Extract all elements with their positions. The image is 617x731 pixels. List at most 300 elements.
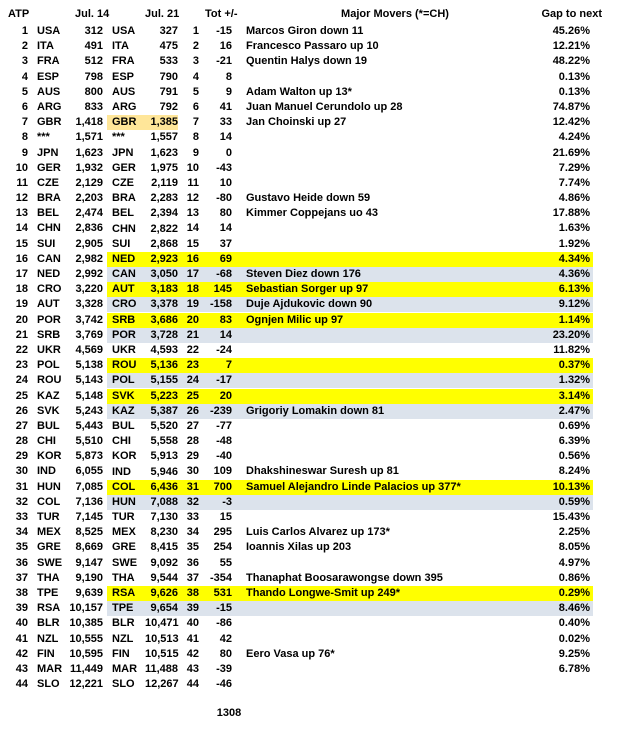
highlight-zone: [107, 389, 593, 404]
major-mover-cell: Ioannis Xilas up 203: [246, 541, 352, 554]
gap-to-next-cell: 10.13%: [552, 480, 590, 493]
tot-rank-cell: 19: [186, 298, 199, 311]
country-jul14-cell: GBR: [37, 116, 62, 129]
points-jul14-cell: 512: [84, 55, 103, 68]
country-jul21-cell: CAN: [112, 268, 136, 281]
rank-cell: 19: [15, 298, 28, 311]
highlight-zone: [107, 525, 593, 540]
rank-cell: 29: [15, 450, 28, 463]
tot-rank-cell: 32: [186, 495, 199, 508]
country-jul14-cell: SRB: [37, 328, 61, 341]
points-jul21-cell: 2,394: [150, 207, 178, 220]
country-jul14-cell: USA: [37, 25, 61, 37]
plus-minus-cell: 69: [219, 252, 232, 265]
country-jul21-cell: GRE: [112, 541, 136, 554]
rank-cell: 42: [15, 647, 28, 660]
points-jul21-cell: 9,544: [150, 571, 178, 584]
country-jul14-cell: TUR: [37, 511, 60, 523]
points-jul21-cell: 3,686: [150, 313, 178, 326]
highlight-zone: [107, 176, 593, 191]
major-mover-cell: Thanaphat Boosarawongse down 395: [246, 571, 443, 584]
gap-to-next-cell: 12.21%: [552, 40, 590, 53]
country-jul21-cell: NZL: [112, 632, 134, 645]
points-jul14-cell: 2,474: [75, 207, 103, 220]
rank-cell: 41: [15, 632, 28, 645]
highlight-zone: [107, 237, 593, 252]
highlight-zone: [107, 206, 593, 221]
plus-minus-cell: 14: [219, 131, 232, 144]
table-header-row: [0, 8, 617, 24]
table-row: [0, 206, 617, 221]
points-jul14-cell: 8,525: [75, 526, 103, 539]
table-row: [0, 115, 617, 130]
table-row: [0, 130, 617, 145]
highlight-zone: [107, 556, 593, 571]
country-jul21-cell: ITA: [112, 40, 129, 53]
points-jul21-cell: 2,119: [151, 176, 178, 189]
major-mover-cell: Adam Walton up 13*: [246, 85, 352, 98]
plus-minus-cell: -15: [216, 25, 232, 37]
table-row: [0, 161, 617, 176]
plus-minus-cell: -86: [216, 617, 232, 630]
rank-cell: 1: [21, 25, 28, 37]
table-row: [0, 328, 617, 343]
table-row: [0, 495, 617, 510]
highlight-zone: [107, 404, 593, 419]
country-jul14-cell: FIN: [37, 647, 55, 660]
highlight-zone: [107, 54, 593, 69]
points-jul21-cell: 1,975: [150, 161, 178, 174]
table-row: [0, 540, 617, 555]
points-jul21-cell: 5,155: [150, 374, 178, 387]
country-jul14-cell: AUS: [37, 85, 61, 98]
highlight-zone: [107, 662, 593, 677]
points-jul14-cell: 3,742: [75, 313, 103, 326]
tot-rank-cell: 4: [192, 70, 199, 83]
table-row: [0, 297, 617, 312]
country-jul21-cell: AUS: [112, 85, 136, 98]
rank-cell: 44: [15, 678, 28, 691]
gap-to-next-cell: 0.29%: [558, 586, 590, 599]
gap-to-next-cell: 6.78%: [558, 662, 590, 675]
points-jul21-cell: 10,513: [145, 632, 179, 645]
plus-minus-cell: 80: [219, 647, 232, 660]
rank-cell: 11: [16, 176, 28, 189]
tot-rank-cell: 33: [186, 511, 199, 523]
country-jul14-cell: GRE: [37, 541, 61, 554]
table-row: [0, 616, 617, 631]
country-jul21-cell: BUL: [112, 419, 135, 432]
highlight-zone: [107, 616, 593, 631]
plus-minus-cell: -40: [216, 450, 232, 463]
rank-cell: 10: [15, 161, 28, 174]
country-jul21-cell: KAZ: [112, 404, 135, 417]
gap-to-next-cell: 0.86%: [558, 571, 590, 584]
rank-cell: 24: [15, 374, 28, 387]
highlight-zone: [107, 358, 593, 373]
header-gap-to-next: Gap to next: [541, 8, 602, 20]
highlight-zone: [107, 632, 593, 647]
table-row: [0, 176, 617, 191]
header-jul-21: Jul. 21: [145, 8, 180, 20]
table-row: [0, 464, 617, 479]
points-jul21-cell: 5,558: [150, 435, 178, 448]
header-jul-14: Jul. 14: [75, 8, 110, 20]
points-jul14-cell: 5,143: [75, 374, 103, 387]
points-jul21-cell: 2,868: [150, 237, 178, 250]
highlight-zone: [107, 70, 593, 85]
country-jul14-cell: MEX: [37, 526, 61, 539]
table-row: [0, 434, 617, 449]
points-jul21-cell: 10,471: [145, 617, 179, 630]
gap-to-next-cell: 3.14%: [558, 389, 590, 402]
gap-to-next-cell: 11.82%: [553, 343, 590, 356]
tot-rank-cell: 13: [186, 207, 199, 220]
country-jul14-cell: ROU: [37, 374, 62, 387]
points-jul14-cell: 9,639: [75, 586, 103, 599]
country-jul14-cell: CRO: [37, 283, 62, 296]
tot-rank-cell: 36: [186, 556, 199, 569]
rank-cell: 26: [15, 404, 28, 417]
points-jul21-cell: 3,728: [150, 328, 178, 341]
plus-minus-cell: 9: [225, 85, 232, 98]
tot-rank-cell: 2: [192, 40, 199, 53]
country-jul14-cell: GER: [37, 161, 61, 174]
country-jul14-cell: TPE: [37, 586, 59, 599]
country-jul14-cell: BEL: [37, 207, 59, 220]
points-jul21-cell: 9,092: [150, 556, 178, 569]
table-row: [0, 571, 617, 586]
tot-rank-cell: 26: [186, 404, 199, 417]
points-jul14-cell: 7,145: [75, 511, 103, 523]
plus-minus-cell: 109: [213, 465, 232, 478]
tot-rank-cell: 24: [186, 374, 199, 387]
plus-minus-cell: -39: [216, 662, 232, 675]
major-mover-cell: Duje Ajdukovic down 90: [246, 298, 373, 311]
gap-to-next-cell: 6.39%: [558, 435, 590, 448]
tot-rank-cell: 20: [186, 313, 199, 326]
rank-cell: 43: [15, 662, 28, 675]
gap-to-next-cell: 48.22%: [552, 55, 590, 68]
table-row: [0, 343, 617, 358]
gap-to-next-cell: 2.25%: [558, 526, 590, 539]
highlight-zone: [107, 495, 593, 510]
country-jul21-cell: AUT: [112, 283, 135, 296]
points-jul14-cell: 4,569: [75, 343, 103, 356]
gap-to-next-cell: 45.26%: [552, 25, 590, 37]
tot-rank-cell: 37: [186, 571, 199, 584]
points-jul14-cell: 800: [84, 85, 103, 98]
rank-cell: 23: [15, 359, 28, 372]
gap-to-next-cell: 0.56%: [558, 450, 590, 463]
points-jul14-cell: 7,085: [75, 480, 103, 493]
country-jul21-cell: CHN: [112, 222, 136, 235]
plus-minus-cell: -77: [216, 419, 232, 432]
country-jul21-cell: COL: [112, 480, 136, 493]
country-jul21-cell: BRA: [112, 192, 136, 205]
major-mover-cell: Gustavo Heide down 59: [246, 192, 371, 205]
highlight-zone: [107, 297, 593, 312]
table-row: [0, 24, 617, 39]
gap-to-next-cell: 0.02%: [558, 632, 590, 645]
highlight-zone: [107, 480, 593, 495]
tot-rank-cell: 7: [192, 116, 199, 129]
table-row: [0, 510, 617, 525]
table-row: [0, 39, 617, 54]
highlight-zone: [107, 449, 593, 464]
country-jul21-cell: IND: [112, 465, 131, 478]
rank-cell: 39: [15, 602, 28, 615]
table-row: [0, 662, 617, 677]
country-jul14-cell: BLR: [37, 617, 60, 630]
points-jul21-cell: 5,136: [150, 359, 178, 372]
highlight-zone: [107, 161, 593, 176]
table-row: [0, 313, 617, 328]
table-row: [0, 358, 617, 373]
country-jul21-cell: HUN: [112, 495, 136, 508]
tot-rank-cell: 6: [192, 100, 199, 113]
points-jul21-cell: 3,183: [150, 283, 178, 296]
country-jul14-cell: ARG: [37, 100, 62, 113]
highlight-zone: [107, 434, 593, 449]
country-jul21-cell: CZE: [112, 176, 134, 189]
country-jul14-cell: KAZ: [37, 389, 60, 402]
table-row: [0, 282, 617, 297]
highlight-zone: [107, 222, 593, 237]
points-jul21-cell: 533: [159, 55, 178, 68]
country-jul21-cell: NED: [112, 252, 136, 265]
plus-minus-cell: 41: [219, 100, 232, 113]
tot-rank-cell: 29: [186, 450, 199, 463]
table-row: [0, 449, 617, 464]
points-jul14-cell: 312: [84, 25, 103, 37]
country-jul14-cell: COL: [37, 495, 61, 508]
points-jul14-cell: 6,055: [75, 465, 103, 478]
country-jul21-cell: GBR: [107, 115, 145, 130]
table-row: [0, 480, 617, 495]
rank-cell: 7: [21, 116, 28, 129]
rank-cell: 27: [15, 419, 28, 432]
highlight-zone: [107, 677, 593, 692]
country-jul14-cell: BUL: [37, 419, 60, 432]
rank-cell: 16: [15, 252, 28, 265]
highlight-zone: [107, 601, 593, 616]
rank-cell: 8: [21, 131, 28, 144]
points-jul21-cell: 327: [159, 25, 178, 38]
table-row: [0, 85, 617, 100]
highlight-zone: [107, 100, 593, 115]
country-jul21-cell: SVK: [112, 389, 135, 402]
points-jul21-cell: 12,267: [145, 678, 179, 691]
rank-cell: 30: [15, 465, 28, 478]
gap-to-next-cell: 9.12%: [558, 298, 590, 311]
points-jul21-cell: 9,626: [150, 587, 178, 600]
points-jul14-cell: 10,385: [69, 617, 103, 630]
tot-rank-cell: 27: [186, 419, 199, 432]
gap-to-next-cell: 2.47%: [558, 404, 590, 417]
points-jul14-cell: 2,836: [75, 222, 103, 235]
highlight-zone: [107, 419, 593, 434]
header-tot-plus-minus: Tot +/-: [205, 8, 238, 20]
table-row: [0, 586, 617, 601]
points-jul14-cell: 3,220: [75, 283, 103, 296]
tot-rank-cell: 15: [186, 237, 199, 250]
highlight-zone: [107, 510, 593, 525]
gap-to-next-cell: 4.36%: [558, 268, 590, 280]
table-row: [0, 404, 617, 419]
rank-cell: 25: [15, 389, 28, 402]
major-mover-cell: Ognjen Milic up 97: [246, 313, 344, 326]
country-jul14-cell: NZL: [37, 632, 59, 645]
country-jul21-cell: USA: [112, 25, 136, 38]
gap-to-next-cell: 17.88%: [552, 207, 590, 220]
plus-minus-cell: 83: [219, 313, 232, 326]
points-jul14-cell: 2,992: [75, 268, 103, 280]
header-atp: ATP: [8, 8, 30, 20]
gap-to-next-cell: 7.74%: [558, 176, 590, 189]
rank-cell: 2: [21, 40, 28, 53]
rank-cell: 28: [15, 435, 28, 448]
plus-minus-cell: 14: [219, 328, 232, 341]
country-jul14-cell: CZE: [37, 176, 59, 189]
highlight-zone: [107, 586, 593, 601]
plus-minus-cell: 145: [213, 283, 232, 296]
country-jul14-cell: MAR: [37, 662, 63, 675]
tot-rank-cell: 14: [186, 222, 199, 235]
major-mover-cell: Sebastian Sorger up 97: [246, 283, 369, 296]
gap-to-next-cell: 15.43%: [552, 511, 590, 523]
country-jul21-cell: FIN: [112, 647, 130, 660]
points-jul14-cell: 1,571: [75, 131, 103, 144]
rank-cell: 15: [15, 237, 28, 250]
tot-rank-cell: 1: [192, 25, 199, 37]
table-row: [0, 221, 617, 236]
country-jul14-cell: FRA: [37, 55, 60, 68]
country-jul14-cell: IND: [37, 465, 56, 478]
highlight-zone: [107, 343, 593, 358]
gap-to-next-cell: 4.86%: [558, 192, 590, 205]
rank-cell: 5: [21, 85, 28, 98]
tot-rank-cell: 30: [186, 465, 199, 478]
country-jul14-cell: JPN: [37, 146, 59, 159]
major-mover-cell: Kimmer Coppejans uo 43: [246, 207, 379, 220]
tot-rank-cell: 16: [186, 252, 199, 265]
gap-to-next-cell: 0.40%: [558, 617, 590, 630]
country-jul21-cell: BLR: [112, 617, 135, 630]
major-mover-cell: Quentin Halys down 19: [246, 55, 368, 68]
country-jul21-cell: KOR: [112, 450, 137, 463]
plus-minus-cell: -239: [209, 404, 232, 417]
country-jul21-cell: SLO: [112, 678, 135, 691]
country-jul14-cell: THA: [37, 571, 60, 584]
table-row: [0, 525, 617, 540]
plus-minus-cell: -48: [216, 435, 232, 448]
tot-rank-cell: 44: [186, 678, 199, 691]
points-jul21-cell: 5,520: [150, 419, 178, 432]
tot-rank-cell: 35: [186, 541, 199, 554]
highlight-zone: [107, 267, 593, 282]
country-jul21-cell: FRA: [112, 55, 135, 68]
points-jul21-cell: 3,050: [150, 268, 178, 281]
points-jul14-cell: 5,243: [75, 404, 103, 417]
country-jul14-cell: RSA: [37, 602, 61, 615]
plus-minus-cell: 16: [219, 40, 232, 53]
rank-cell: 12: [15, 192, 28, 205]
tot-rank-cell: 21: [186, 328, 199, 341]
plus-minus-cell: 531: [213, 586, 232, 599]
rank-cell: 36: [15, 556, 28, 569]
rank-cell: 40: [15, 617, 28, 630]
plus-minus-cell: -21: [216, 55, 232, 68]
country-jul21-cell: THA: [112, 571, 135, 584]
table-row: [0, 677, 617, 692]
rank-cell: 3: [21, 55, 28, 68]
tot-rank-cell: 42: [186, 647, 199, 660]
rank-cell: 18: [15, 283, 28, 296]
country-jul14-cell: NED: [37, 268, 61, 280]
points-jul21-cell: 2,923: [150, 252, 178, 265]
points-jul21-cell: 5,946: [150, 465, 178, 478]
points-jul14-cell: 9,190: [75, 571, 103, 584]
rank-cell: 22: [15, 343, 28, 356]
plus-minus-cell: 7: [225, 359, 232, 372]
points-jul21-cell: 5,387: [150, 404, 178, 417]
plus-minus-cell: 42: [219, 632, 232, 645]
gap-to-next-cell: 1.92%: [558, 237, 590, 250]
points-jul14-cell: 10,555: [69, 632, 103, 645]
tot-rank-cell: 28: [186, 435, 199, 448]
tot-rank-cell: 43: [186, 662, 199, 675]
points-jul21-cell: 8,415: [150, 541, 178, 554]
country-jul21-cell: POL: [112, 374, 135, 387]
gap-to-next-cell: 74.87%: [552, 100, 590, 113]
highlight-zone: [107, 328, 593, 343]
table-row: [0, 632, 617, 647]
points-jul14-cell: 2,129: [75, 176, 103, 189]
plus-minus-cell: 254: [213, 541, 232, 554]
points-jul14-cell: 2,905: [75, 237, 103, 250]
plus-minus-cell: 20: [219, 389, 232, 402]
points-jul21-cell: 5,223: [150, 389, 178, 402]
highlight-zone: [107, 85, 593, 100]
country-jul21-cell: UKR: [112, 344, 136, 357]
points-jul14-cell: 12,221: [69, 678, 103, 691]
gap-to-next-cell: 4.34%: [558, 252, 590, 265]
country-jul14-cell: ESP: [37, 70, 60, 83]
highlight-zone: [107, 252, 593, 267]
country-jul21-cell: RSA: [112, 587, 136, 600]
plus-minus-cell: 8: [225, 70, 232, 83]
country-jul14-cell: SLO: [37, 678, 60, 691]
plus-minus-cell: -354: [209, 571, 232, 584]
gap-to-next-cell: 1.14%: [558, 313, 590, 326]
country-jul21-cell: CHI: [112, 435, 131, 448]
plus-minus-cell: 295: [213, 526, 232, 539]
highlight-zone: [107, 146, 593, 161]
country-jul14-cell: ***: [37, 131, 50, 144]
country-jul14-cell: SWE: [37, 556, 63, 569]
gap-to-next-cell: 7.29%: [558, 161, 590, 174]
table-row: [0, 54, 617, 69]
points-jul14-cell: 833: [84, 100, 103, 113]
points-jul14-cell: 9,147: [75, 556, 103, 569]
tot-rank-cell: 18: [186, 283, 199, 296]
country-jul21-cell: SRB: [112, 313, 136, 326]
points-jul14-cell: 10,157: [69, 602, 103, 615]
highlight-zone: [107, 647, 593, 662]
country-jul21-cell: TUR: [112, 511, 135, 524]
highlight-zone: [107, 571, 593, 586]
